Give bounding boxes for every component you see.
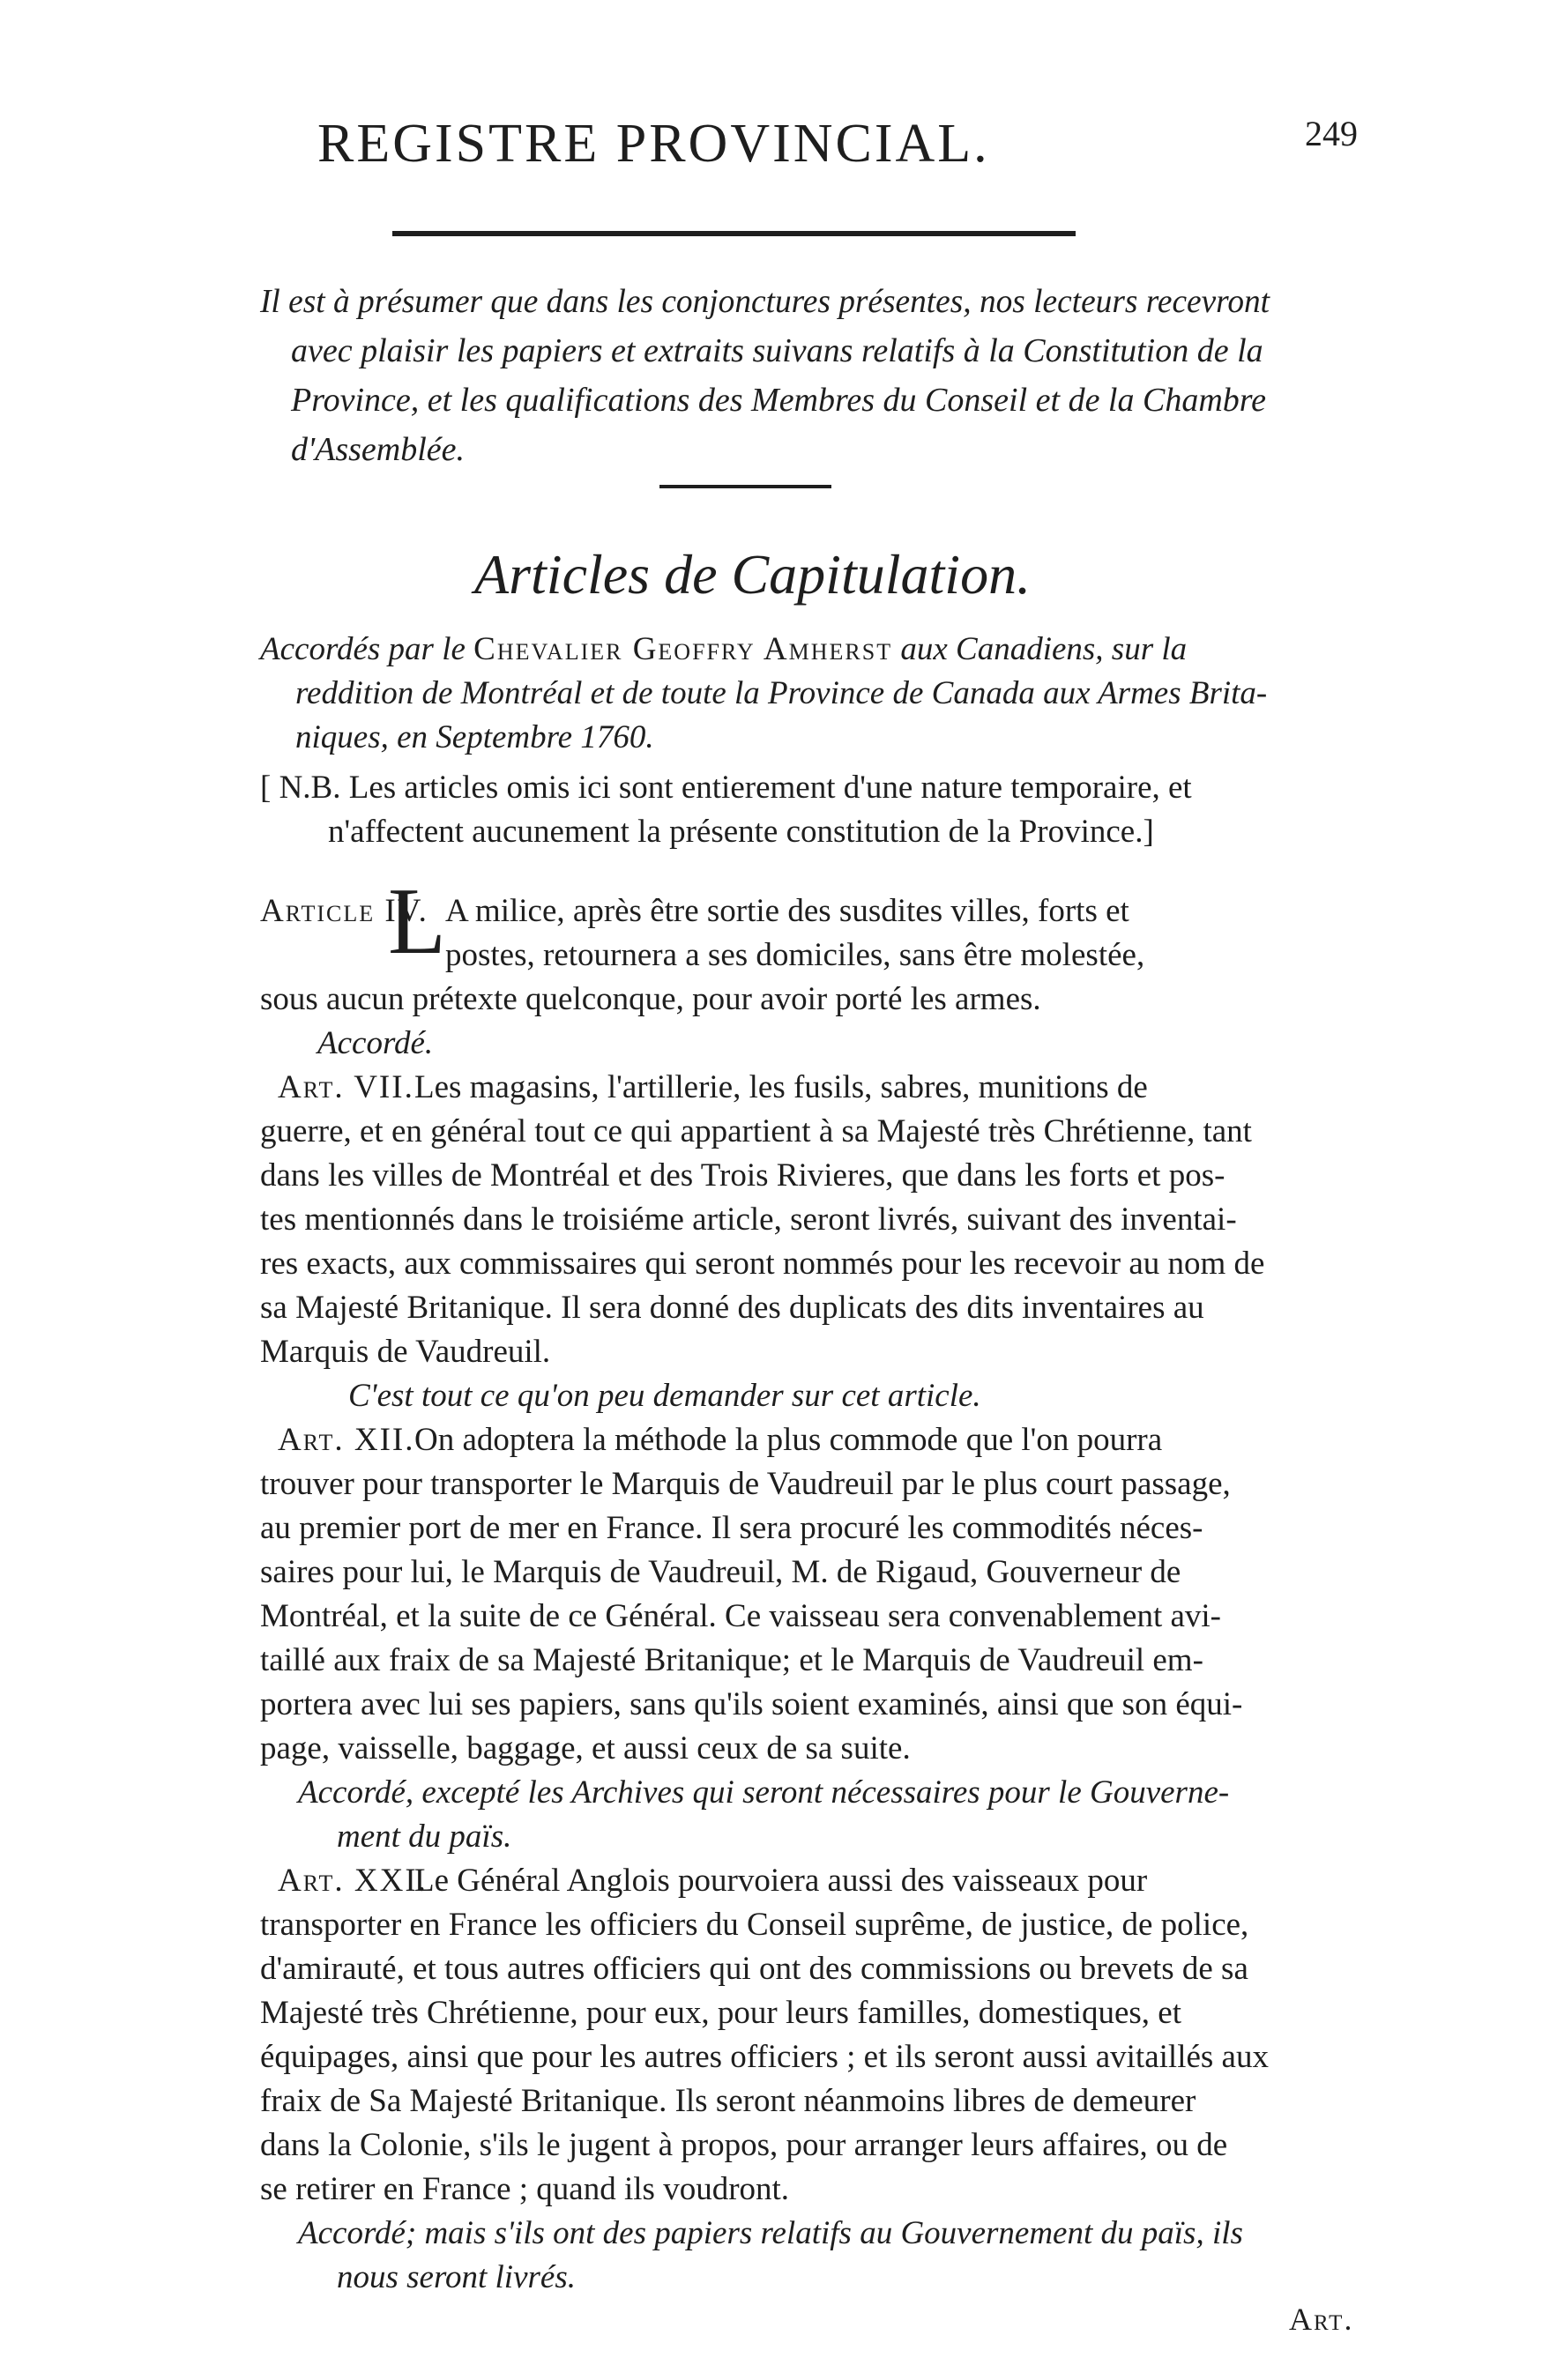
subtitle-name: Chevalier Geoffry Amherst bbox=[473, 631, 893, 667]
article-line: se retirer en France ; quand ils voudront. bbox=[260, 2171, 790, 2207]
article-line: transporter en France les officiers du Conseil suprême, de justice, de police, bbox=[260, 1907, 1249, 1943]
article-line: équipages, ainsi que pour les autres officiers ; et ils seront aussi avitaillés aux bbox=[260, 2039, 1269, 2075]
page-number: 249 bbox=[1305, 114, 1358, 153]
article-line: Majesté très Chrétienne, pour eux, pour leurs familles, domestiques, et bbox=[260, 1995, 1181, 2031]
article-line: page, vaisselle, baggage, et aussi ceux de sa suite. bbox=[260, 1730, 911, 1766]
article-answer: Accordé; mais s'ils ont des papiers relatifs au Gouvernement du païs, ils bbox=[298, 2215, 1243, 2251]
article-line: portera avec lui ses papiers, sans qu'ils soient examinés, ainsi que son équi- bbox=[260, 1686, 1243, 1722]
article-line: On adoptera la méthode la plus commode que l'on pourra bbox=[414, 1422, 1163, 1458]
article-answer: Accordé, excepté les Archives qui seront nécessaires pour le Gouverne- bbox=[298, 1774, 1230, 1811]
section-title: Articles de Capitulation. bbox=[474, 543, 1032, 606]
intro-line: d'Assemblée. bbox=[291, 431, 466, 468]
article-label: Art. XXI. bbox=[278, 1863, 428, 1899]
header-rule bbox=[392, 231, 1076, 236]
note-line: n'affectent aucunement la présente constitution de la Province.] bbox=[328, 814, 1154, 850]
drop-cap: L bbox=[388, 869, 446, 974]
article-line: saires pour lui, le Marquis de Vaudreuil, M. de Rigaud, Gouverneur de bbox=[260, 1554, 1181, 1590]
article-answer: nous seront livrés. bbox=[337, 2259, 576, 2295]
article-line: Montréal, et la suite de ce Général. Ce vaisseau sera convenablement avi- bbox=[260, 1598, 1222, 1634]
article-line: Marquis de Vaudreuil. bbox=[260, 1334, 551, 1370]
intro-line: Il est à présumer que dans les conjonctures présentes, nos lecteurs recevront bbox=[260, 283, 1270, 320]
intro-line: Province, et les qualifications des Membres du Conseil et de la Chambre bbox=[291, 382, 1267, 419]
article-answer: Accordé. bbox=[317, 1025, 434, 1061]
article-line: sous aucun prétexte quelconque, pour avoir porté les armes. bbox=[260, 981, 1041, 1017]
article-answer: ment du païs. bbox=[337, 1818, 512, 1855]
article-line: sa Majesté Britanique. Il sera donné des duplicats des dits inventaires au bbox=[260, 1290, 1204, 1326]
article-line: tes mentionnés dans le troisiéme article, seront livrés, suivant des inventai- bbox=[260, 1201, 1237, 1238]
intro-line: avec plaisir les papiers et extraits suivans relatifs à la Constitution de la bbox=[291, 332, 1263, 369]
article-label: Art. VII. bbox=[278, 1069, 414, 1105]
article-line: postes, retournera a ses domiciles, sans être molestée, bbox=[445, 937, 1145, 973]
article-line: res exacts, aux commissaires qui seront nommés pour les recevoir au nom de bbox=[260, 1246, 1265, 1282]
running-head: REGISTRE PROVINCIAL. bbox=[317, 114, 990, 174]
subtitle-line bbox=[260, 630, 1187, 668]
article-line: d'amirauté, et tous autres officiers qui ont des commissions ou brevets de sa bbox=[260, 1951, 1248, 1987]
catchword: Art. bbox=[1289, 2302, 1354, 2337]
article-line: A milice, après être sortie des susdites villes, forts et bbox=[445, 893, 1129, 929]
section-rule bbox=[659, 485, 831, 488]
article-line: trouver pour transporter le Marquis de Vaudreuil par le plus court passage, bbox=[260, 1466, 1231, 1502]
subtitle-text: Accordés par le bbox=[260, 631, 474, 667]
note-line: [ N.B. Les articles omis ici sont entierement d'une nature temporaire, et bbox=[260, 770, 1192, 806]
article-line: Les magasins, l'artillerie, les fusils, sabres, munitions de bbox=[414, 1069, 1148, 1105]
article-label: Art. XII. bbox=[278, 1422, 415, 1458]
article-line: guerre, et en général tout ce qui appartient à sa Majesté très Chrétienne, tant bbox=[260, 1113, 1252, 1149]
subtitle-line: reddition de Montréal et de toute la Province de Canada aux Armes Brita- bbox=[295, 675, 1268, 711]
article-line: dans la Colonie, s'ils le jugent à propos, pour arranger leurs affaires, ou de bbox=[260, 2127, 1228, 2163]
article-line: dans les villes de Montréal et des Trois Rivieres, que dans les forts et pos- bbox=[260, 1157, 1225, 1194]
article-line: au premier port de mer en France. Il sera procuré les commodités néces- bbox=[260, 1510, 1203, 1546]
article-line: fraix de Sa Majesté Britanique. Ils seront néanmoins libres de demeurer bbox=[260, 2083, 1196, 2119]
subtitle-text: aux Canadiens, sur la bbox=[892, 631, 1188, 667]
article-label: Article IV. bbox=[260, 893, 428, 929]
article-answer: C'est tout ce qu'on peu demander sur cet article. bbox=[348, 1378, 981, 1414]
article-line: taillé aux fraix de sa Majesté Britanique; et le Marquis de Vaudreuil em- bbox=[260, 1642, 1203, 1678]
subtitle-line: niques, en Septembre 1760. bbox=[295, 719, 654, 755]
article-line: Le Général Anglois pourvoiera aussi des vaisseaux pour bbox=[414, 1863, 1148, 1899]
